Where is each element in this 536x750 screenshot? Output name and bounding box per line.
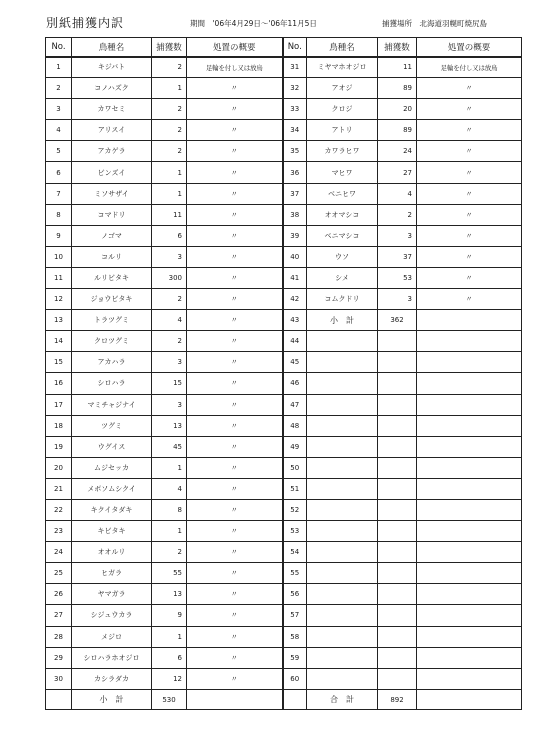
capture-count: 55 [152, 563, 187, 584]
species-name: クロジ [307, 99, 378, 120]
table-row [46, 563, 522, 584]
row-number: 34 [283, 120, 307, 141]
capture-count: 1 [152, 78, 187, 99]
species-name: ベニヒワ [307, 183, 378, 204]
row-number: 41 [283, 267, 307, 288]
species-name: コルリ [72, 246, 152, 267]
row-number: 11 [46, 267, 72, 288]
table-row [46, 436, 522, 457]
treatment-summary: 〃 [187, 183, 283, 204]
table-row [46, 99, 522, 120]
capture-count: 20 [378, 99, 417, 120]
table-row [46, 647, 522, 668]
species-name: ウソ [307, 246, 378, 267]
species-name [307, 478, 378, 499]
treatment-summary: 〃 [187, 120, 283, 141]
species-name: コムクドリ [307, 289, 378, 310]
row-number: 19 [46, 436, 72, 457]
row-number: 3 [46, 99, 72, 120]
row-number: 37 [283, 183, 307, 204]
treatment-summary [417, 605, 522, 626]
treatment-summary: 〃 [187, 605, 283, 626]
capture-count: 45 [152, 436, 187, 457]
capture-count: 3 [152, 394, 187, 415]
row-number: 53 [283, 521, 307, 542]
species-name: キビタキ [72, 521, 152, 542]
treatment-summary: 足輪を付し又は放鳥 [187, 57, 283, 78]
capture-count: 1 [152, 457, 187, 478]
capture-count: 13 [152, 584, 187, 605]
treatment-summary: 〃 [417, 267, 522, 288]
header-species: 鳥種名 [72, 38, 152, 57]
treatment-summary: 〃 [187, 584, 283, 605]
treatment-summary [417, 310, 522, 331]
row-number: 59 [283, 647, 307, 668]
row-number: 21 [46, 478, 72, 499]
grand-total-label: 合 計 [307, 690, 378, 710]
row-number: 24 [46, 542, 72, 563]
row-number: 2 [46, 78, 72, 99]
species-name: アトリ [307, 120, 378, 141]
table-row [46, 267, 522, 288]
treatment-summary [417, 373, 522, 394]
capture-count [378, 415, 417, 436]
species-name: ウグイス [72, 436, 152, 457]
species-name: ムジセッカ [72, 457, 152, 478]
table-row [46, 584, 522, 605]
treatment-summary: 〃 [187, 204, 283, 225]
species-name [307, 499, 378, 520]
capture-count: 2 [152, 99, 187, 120]
species-name: マヒワ [307, 162, 378, 183]
row-number: 45 [283, 352, 307, 373]
row-number: 16 [46, 373, 72, 394]
species-name [307, 373, 378, 394]
treatment-summary [417, 584, 522, 605]
row-number: 17 [46, 394, 72, 415]
species-name: アカゲラ [72, 141, 152, 162]
species-name: ツグミ [72, 415, 152, 436]
capture-count: 89 [378, 120, 417, 141]
row-number: 51 [283, 478, 307, 499]
species-name: メジロ [72, 626, 152, 647]
table-row [46, 289, 522, 310]
species-name [307, 521, 378, 542]
capture-count: 6 [152, 647, 187, 668]
capture-count: 4 [152, 478, 187, 499]
table-row [46, 183, 522, 204]
capture-count: 2 [152, 141, 187, 162]
treatment-summary [417, 331, 522, 352]
row-number: 22 [46, 499, 72, 520]
treatment-summary: 〃 [187, 78, 283, 99]
capture-count: 2 [378, 204, 417, 225]
capture-count: 13 [152, 415, 187, 436]
row-number: 58 [283, 626, 307, 647]
species-name: マミチャジナイ [72, 394, 152, 415]
treatment-summary [417, 668, 522, 689]
table-row [46, 521, 522, 542]
header-count: 捕獲数 [152, 38, 187, 57]
header-species: 鳥種名 [307, 38, 378, 57]
species-name: ミソサザイ [72, 183, 152, 204]
capture-count [378, 626, 417, 647]
row-number: 50 [283, 457, 307, 478]
row-number: 5 [46, 141, 72, 162]
species-name: ノゴマ [72, 225, 152, 246]
capture-count: 1 [152, 162, 187, 183]
species-name: ミヤマホオジロ [307, 57, 378, 78]
capture-count: 24 [378, 141, 417, 162]
species-name: トラツグミ [72, 310, 152, 331]
treatment-summary [417, 563, 522, 584]
table-row [46, 605, 522, 626]
species-name: シジュウカラ [72, 605, 152, 626]
row-number: 15 [46, 352, 72, 373]
species-name: ビンズイ [72, 162, 152, 183]
species-name: コマドリ [72, 204, 152, 225]
capture-count: 27 [378, 162, 417, 183]
treatment-summary: 〃 [187, 415, 283, 436]
right-subtotal-value: 362 [378, 310, 417, 331]
treatment-summary: 〃 [187, 267, 283, 288]
species-name [307, 542, 378, 563]
species-name: ヤマガラ [72, 584, 152, 605]
capture-count: 6 [152, 225, 187, 246]
treatment-summary: 〃 [417, 162, 522, 183]
row-number: 46 [283, 373, 307, 394]
species-name: シメ [307, 267, 378, 288]
species-name: シロハラホオジロ [72, 647, 152, 668]
row-number: 33 [283, 99, 307, 120]
treatment-summary: 〃 [417, 78, 522, 99]
row-number: 49 [283, 436, 307, 457]
capture-count [378, 647, 417, 668]
capture-count [378, 331, 417, 352]
table-row [46, 457, 522, 478]
capture-count [378, 478, 417, 499]
capture-count: 9 [152, 605, 187, 626]
capture-count [378, 457, 417, 478]
row-number: 32 [283, 78, 307, 99]
row-number: 42 [283, 289, 307, 310]
treatment-summary: 〃 [187, 373, 283, 394]
row-number: 40 [283, 246, 307, 267]
species-name: カワラヒワ [307, 141, 378, 162]
row-number: 36 [283, 162, 307, 183]
row-number: 14 [46, 331, 72, 352]
row-number: 9 [46, 225, 72, 246]
species-name: アカハラ [72, 352, 152, 373]
treatment-summary [417, 457, 522, 478]
capture-count: 2 [152, 542, 187, 563]
treatment-summary: 〃 [187, 499, 283, 520]
row-number: 44 [283, 331, 307, 352]
row-number: 28 [46, 626, 72, 647]
capture-count: 1 [152, 521, 187, 542]
treatment-summary: 〃 [417, 204, 522, 225]
right-subtotal-label: 小 計 [307, 310, 378, 331]
species-name [307, 352, 378, 373]
capture-count: 1 [152, 183, 187, 204]
treatment-summary: 〃 [417, 225, 522, 246]
species-name [307, 584, 378, 605]
species-name: オオルリ [72, 542, 152, 563]
capture-count: 15 [152, 373, 187, 394]
header-no: No. [46, 38, 72, 57]
location-text: 捕獲場所 北海道羽幌町焼尻島 [382, 19, 487, 28]
table-row [46, 331, 522, 352]
treatment-summary [417, 499, 522, 520]
treatment-summary: 〃 [187, 563, 283, 584]
capture-count: 3 [378, 225, 417, 246]
treatment-summary: 〃 [417, 141, 522, 162]
table-row [46, 78, 522, 99]
row-number: 52 [283, 499, 307, 520]
species-name [307, 331, 378, 352]
treatment-summary [417, 542, 522, 563]
treatment-summary: 〃 [187, 141, 283, 162]
row-number: 23 [46, 521, 72, 542]
row-number: 31 [283, 57, 307, 78]
table-row [46, 162, 522, 183]
table-row [46, 373, 522, 394]
table-row [46, 141, 522, 162]
left-subtotal-value: 530 [152, 690, 187, 710]
capture-count: 2 [152, 289, 187, 310]
treatment-summary: 〃 [187, 289, 283, 310]
treatment-summary: 〃 [417, 99, 522, 120]
capture-count [378, 394, 417, 415]
capture-count: 37 [378, 246, 417, 267]
species-name [307, 668, 378, 689]
grand-total-value: 892 [378, 690, 417, 710]
capture-count [378, 605, 417, 626]
capture-count: 11 [152, 204, 187, 225]
capture-count: 2 [152, 120, 187, 141]
table-row [46, 246, 522, 267]
left-subtotal-label: 小 計 [72, 690, 152, 710]
species-name [307, 647, 378, 668]
header-count: 捕獲数 [378, 38, 417, 57]
species-name: カシラダカ [72, 668, 152, 689]
row-number: 47 [283, 394, 307, 415]
treatment-summary: 〃 [187, 162, 283, 183]
species-name: オオマシコ [307, 204, 378, 225]
table-row [46, 120, 522, 141]
capture-count: 3 [378, 289, 417, 310]
treatment-summary: 〃 [187, 647, 283, 668]
row-number: 56 [283, 584, 307, 605]
treatment-summary: 足輪を付し又は放鳥 [417, 57, 522, 78]
row-number: 27 [46, 605, 72, 626]
treatment-summary [417, 352, 522, 373]
treatment-summary: 〃 [417, 120, 522, 141]
capture-count: 4 [152, 310, 187, 331]
treatment-summary: 〃 [187, 99, 283, 120]
capture-count [378, 563, 417, 584]
treatment-summary: 〃 [187, 521, 283, 542]
species-name: クロツグミ [72, 331, 152, 352]
species-name: ルリビタキ [72, 267, 152, 288]
treatment-summary [417, 478, 522, 499]
capture-count: 1 [152, 626, 187, 647]
row-number: 60 [283, 668, 307, 689]
row-number: 12 [46, 289, 72, 310]
row-number: 30 [46, 668, 72, 689]
page-title: 別紙捕獲内訳 [46, 16, 125, 30]
species-name: ジョウビタキ [72, 289, 152, 310]
capture-count: 8 [152, 499, 187, 520]
treatment-summary [417, 521, 522, 542]
treatment-summary: 〃 [187, 542, 283, 563]
capture-count: 53 [378, 267, 417, 288]
header-no: No. [283, 38, 307, 57]
table-row [46, 394, 522, 415]
treatment-summary [417, 436, 522, 457]
treatment-summary [417, 394, 522, 415]
species-name [307, 626, 378, 647]
header-treatment: 処置の概要 [187, 38, 283, 57]
species-name: メボソムシクイ [72, 478, 152, 499]
row-number: 26 [46, 584, 72, 605]
row-number: 8 [46, 204, 72, 225]
capture-count [378, 436, 417, 457]
capture-count: 3 [152, 352, 187, 373]
treatment-summary [417, 647, 522, 668]
capture-count [378, 521, 417, 542]
capture-count: 4 [378, 183, 417, 204]
table-row [46, 225, 522, 246]
species-name [307, 415, 378, 436]
capture-table [45, 37, 522, 710]
treatment-summary: 〃 [187, 478, 283, 499]
treatment-summary: 〃 [187, 457, 283, 478]
table-row [46, 668, 522, 689]
capture-count: 3 [152, 246, 187, 267]
treatment-summary [417, 415, 522, 436]
species-name: ベニマシコ [307, 225, 378, 246]
row-number: 13 [46, 310, 72, 331]
capture-count [378, 542, 417, 563]
treatment-summary: 〃 [187, 225, 283, 246]
row-number: 57 [283, 605, 307, 626]
period-text: 期間 '06年4月29日～'06年11月5日 [190, 19, 317, 28]
row-number: 7 [46, 183, 72, 204]
species-name [307, 563, 378, 584]
capture-count [378, 499, 417, 520]
row-number: 38 [283, 204, 307, 225]
species-name: アオジ [307, 78, 378, 99]
species-name [307, 394, 378, 415]
table-row [46, 542, 522, 563]
table-row [46, 415, 522, 436]
capture-count [378, 352, 417, 373]
total-row [46, 690, 522, 710]
treatment-summary: 〃 [187, 246, 283, 267]
treatment-summary: 〃 [417, 246, 522, 267]
row-number: 39 [283, 225, 307, 246]
row-number: 43 [283, 310, 307, 331]
treatment-summary: 〃 [187, 331, 283, 352]
row-number: 55 [283, 563, 307, 584]
row-number: 6 [46, 162, 72, 183]
row-number: 20 [46, 457, 72, 478]
species-name: キクイタダキ [72, 499, 152, 520]
species-name [307, 436, 378, 457]
treatment-summary: 〃 [417, 183, 522, 204]
species-name: キジバト [72, 57, 152, 78]
table-row [46, 57, 522, 78]
species-name [307, 605, 378, 626]
treatment-summary: 〃 [187, 394, 283, 415]
species-name: ヒガラ [72, 563, 152, 584]
treatment-summary: 〃 [187, 310, 283, 331]
species-name: コノハズク [72, 78, 152, 99]
table-row [46, 478, 522, 499]
species-name: カワセミ [72, 99, 152, 120]
row-number: 10 [46, 246, 72, 267]
capture-count [378, 668, 417, 689]
row-number: 18 [46, 415, 72, 436]
header-treatment: 処置の概要 [417, 38, 522, 57]
row-number: 4 [46, 120, 72, 141]
row-number: 48 [283, 415, 307, 436]
row-number: 25 [46, 563, 72, 584]
species-name [307, 457, 378, 478]
row-number: 1 [46, 57, 72, 78]
row-number: 54 [283, 542, 307, 563]
treatment-summary [417, 626, 522, 647]
species-name: シロハラ [72, 373, 152, 394]
treatment-summary: 〃 [187, 626, 283, 647]
capture-count: 2 [152, 57, 187, 78]
treatment-summary: 〃 [187, 668, 283, 689]
treatment-summary: 〃 [187, 436, 283, 457]
capture-count: 89 [378, 78, 417, 99]
capture-count [378, 584, 417, 605]
capture-count: 12 [152, 668, 187, 689]
table-row [46, 352, 522, 373]
table-row [46, 626, 522, 647]
capture-count: 11 [378, 57, 417, 78]
table-row [46, 310, 522, 331]
row-number: 35 [283, 141, 307, 162]
capture-count: 300 [152, 267, 187, 288]
treatment-summary: 〃 [417, 289, 522, 310]
table-row [46, 204, 522, 225]
capture-count: 2 [152, 331, 187, 352]
capture-count [378, 373, 417, 394]
table-row [46, 499, 522, 520]
treatment-summary: 〃 [187, 352, 283, 373]
row-number: 29 [46, 647, 72, 668]
species-name: アリスイ [72, 120, 152, 141]
